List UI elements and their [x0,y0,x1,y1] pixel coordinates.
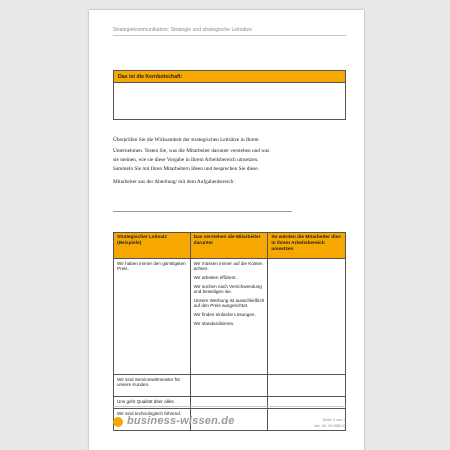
leitsatz-cell: Wir sind Serviceweltmeister für unsere Kunden. [114,375,191,397]
table-header-row [114,233,346,259]
leitsatz-table [113,232,346,431]
header-umsetzen: So würden die Mitarbeiter dies in ihrem Arbeitsbereich umsetzen [268,233,346,259]
footer-meta [314,417,346,429]
leitsatz-cell: Uns geht Qualität über alles. [114,397,191,409]
page-header-title: Strategiekommunikation: Strategie und strategische Leitsätze [113,27,252,33]
header-divider [113,35,346,36]
instruction-line-2: Unternehmen. Testen Sie, was die Mitarbeiter darunter verstehen und was [113,148,270,154]
header-leitsatz: Strategischer Leitsatz (Beispiele) [114,233,191,259]
umsetzen-cell [268,259,346,375]
verstehen-item: Unsere Werbung ist ausschließlich auf den Preis ausgerichtet. [193,297,265,309]
instruction-line-1: Überprüfen Sie die Wirksamkeit der strategischen Leitsätze in Ihrem [113,137,259,143]
verstehen-item: Wir finden einfache Lösungen. [193,311,256,317]
logo-text: business-wissen.de [127,415,235,427]
employees-prompt: Mitarbeiter aus der Abteilung/ mit dem Aufgabenbereich: [113,179,235,185]
document-page [89,10,364,450]
verstehen-cell [190,259,268,375]
footer-divider [113,406,346,407]
table-row [114,375,346,397]
article-number: Art.-Nr. 99.058.02 [314,423,346,428]
verstehen-item: Wir standardisieren. [193,320,235,326]
umsetzen-cell [268,375,346,397]
verstehen-item: Wir arbeiten effizient. [193,275,237,281]
leitsatz-cell: Wir haben immer den günstigsten Preis. [114,259,191,375]
leitsatz-cell: Wir sind technologisch führend. [114,409,191,431]
verstehen-cell [190,375,268,397]
core-message-label: Das ist die Kernbotschaft: [114,71,345,83]
table-row [114,259,346,375]
page-number: Seite 2 von 3 [322,417,346,422]
department-fill-line [113,211,292,212]
verstehen-item: Wir müssen immer auf die Kosten achten. [193,261,263,272]
core-message-box [113,70,346,120]
instruction-line-3: sie meinen, wie sie diese Vorgabe in Ihrem Arbeitsbereich umsetzen. [113,157,259,163]
verstehen-item: Wir suchen nach Verschwendung und beseitigen sie. [193,283,262,295]
header-verstehen: Das verstehen die Mitarbeiter darunter [190,233,268,259]
instruction-line-4: Sammeln Sie mit Ihren Mitarbeitern Ideen und besprechen Sie diese. [113,166,259,172]
logo-dot-icon [113,417,123,427]
